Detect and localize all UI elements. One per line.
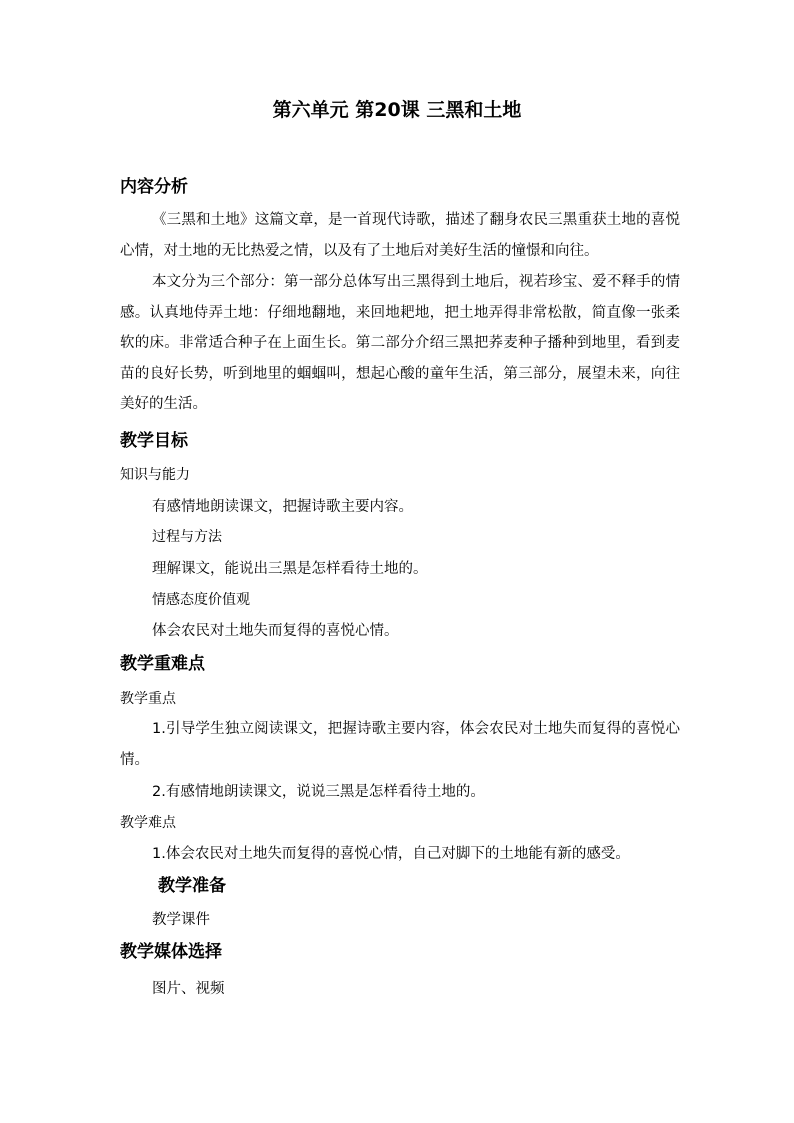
objectives-heading: 教学目标 [120,431,188,451]
teaching-difficulty-heading: 教学难点 [120,815,176,831]
emotion-values-heading: 情感态度价值观 [152,592,250,608]
teaching-focus-heading: 教学重点 [120,691,176,707]
teaching-focus-item-1: 1.引导学生独立阅读课文，把握诗歌主要内容，体会农民对土地失而复得的喜悦心情。 [120,721,680,768]
preparation-text: 教学课件 [152,912,210,928]
process-method-heading: 过程与方法 [152,529,222,545]
media-text: 图片、视频 [152,981,225,997]
content-analysis-heading: 内容分析 [120,177,188,197]
document-title: 第六单元 第20课 三黑和土地 [272,99,522,121]
knowledge-ability-heading: 知识与能力 [120,467,190,483]
content-analysis-paragraph-2: 本文分为三个部分：第一部分总体写出三黑得到土地后，视若珍宝、爱不释手的情感。认真地侍弄土地：仔细地翻地，来回地耙地，把土地弄得非常松散，简直像一张柔软的床。非常适合种子在上面生长。第二部分介绍三黑把荞麦种子播种到地里，看到麦苗的良好长势，听到地里的蝈蝈叫，想起心酸的童年生活，第三部分，展望未来，向往美好的生活。 [120,274,680,412]
key-points-heading: 教学重难点 [120,654,205,674]
teaching-focus-item-2: 2.有感情地朗读课文，说说三黑是怎样看待土地的。 [152,784,485,800]
emotion-values-text: 体会农民对土地失而复得的喜悦心情。 [152,623,399,639]
content-analysis-paragraph-1: 《三黑和土地》这篇文章，是一首现代诗歌，描述了翻身农民三黑重获土地的喜悦心情，对土地的无比热爱之情，以及有了土地后对美好生活的憧憬和向往。 [120,212,680,259]
knowledge-ability-text: 有感情地朗读课文，把握诗歌主要内容。 [152,499,413,515]
preparation-heading: 教学准备 [158,876,226,896]
process-method-text: 理解课文，能说出三黑是怎样看待土地的。 [152,561,428,577]
teaching-difficulty-item-1: 1.体会农民对土地失而复得的喜悦心情，自己对脚下的土地能有新的感受。 [152,846,630,862]
media-heading: 教学媒体选择 [120,942,222,962]
